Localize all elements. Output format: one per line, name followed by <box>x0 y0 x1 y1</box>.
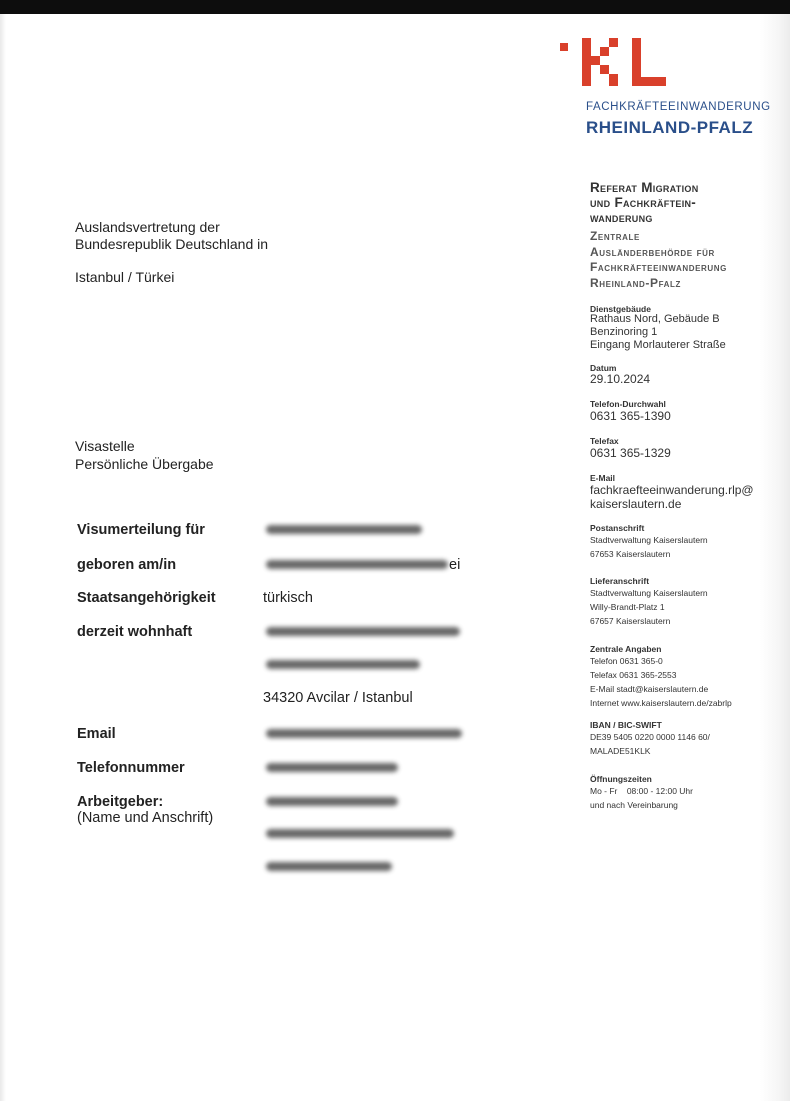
oeffnungszeiten-line: Mo - Fr 08:00 - 12:00 Uhr <box>590 786 693 796</box>
oeffnungszeiten-line: und nach Vereinbarung <box>590 800 678 810</box>
redacted-email <box>266 729 462 738</box>
wohnhaft-label: derzeit wohnhaft <box>77 624 193 640</box>
zentrale-angaben-label: Zentrale Angaben <box>590 644 662 654</box>
email-label: E-Mail <box>590 473 616 483</box>
telefax-value: 0631 365-1329 <box>590 446 671 460</box>
datum-value: 29.10.2024 <box>590 372 651 386</box>
telefon-value: 0631 365-1390 <box>590 409 671 423</box>
redacted-name <box>266 525 422 534</box>
scan-top-border <box>0 0 790 14</box>
recipient-line: Bundesrepublik Deutschland in <box>75 236 269 252</box>
email-line: fachkraefteeinwanderung.rlp@ <box>590 483 754 497</box>
zentrale-line: Ausländerbehörde für <box>590 244 715 259</box>
postanschrift-line: Stadtverwaltung Kaiserslautern <box>590 535 708 545</box>
department-referat <box>590 180 780 225</box>
arbeitgeber-label: Arbeitgeber: <box>77 794 164 810</box>
visum-label: Visumerteilung für <box>77 522 205 538</box>
telefax-label: Telefax <box>590 436 619 446</box>
referat-line: wanderung <box>590 210 653 225</box>
iban-line: DE39 5405 0220 0000 1146 60/ <box>590 732 710 742</box>
zentrale-line: Zentrale <box>590 229 640 243</box>
dienstgebaeude-line: Benzinoring 1 <box>590 326 658 338</box>
iban-line: MALADE51KLK <box>590 746 651 756</box>
zentrale-line: Fachkräfteeinwanderung <box>590 260 727 274</box>
datum-label: Datum <box>590 363 617 373</box>
scan-right-edge <box>760 14 790 1101</box>
zentrale-angaben-line: E-Mail stadt@kaiserslautern.de <box>590 684 709 694</box>
referat-line: und Fachkräftein- <box>590 195 697 210</box>
wohnhaft-city: 34320 Avcilar / Istanbul <box>263 690 413 706</box>
lieferanschrift-label: Lieferanschrift <box>590 576 650 586</box>
redacted-phone <box>266 763 398 772</box>
zentrale-line: Rheinland-Pfalz <box>590 275 681 290</box>
staatsangehoerigkeit-value: türkisch <box>263 590 313 606</box>
zentrale-angaben-line: Internet www.kaiserslautern.de/zabrlp <box>590 698 732 708</box>
postanschrift-label: Postanschrift <box>590 523 645 533</box>
arbeitgeber-sublabel: (Name und Anschrift) <box>77 810 214 826</box>
redacted-address <box>266 660 420 669</box>
iban-label: IBAN / BIC-SWIFT <box>590 720 662 730</box>
telefonnummer-label: Telefonnummer <box>77 760 185 776</box>
redacted-birth <box>266 560 448 569</box>
redacted-address <box>266 627 460 636</box>
geboren-suffix: ei <box>449 557 461 573</box>
dienstgebaeude-line: Rathaus Nord, Gebäude B <box>590 313 720 325</box>
postanschrift-line: 67653 Kaiserslautern <box>590 549 671 559</box>
email-line: kaiserslautern.de <box>590 497 682 511</box>
referat-line: Referat Migration <box>590 180 699 195</box>
zentrale-angaben-line: Telefax 0631 365-2553 <box>590 670 677 680</box>
dienstgebaeude-line: Eingang Morlauterer Straße <box>590 339 726 351</box>
recipient-city: Istanbul / Türkei <box>75 269 175 285</box>
recipient-department: Visastelle <box>75 438 135 454</box>
email-label-form: Email <box>77 726 116 742</box>
oeffnungszeiten-label: Öffnungszeiten <box>590 774 652 784</box>
redacted-employer <box>266 797 398 806</box>
staatsangehoerigkeit-label: Staatsangehörigkeit <box>77 590 216 606</box>
department-zentrale <box>590 229 780 291</box>
redacted-employer <box>266 862 392 871</box>
redacted-employer <box>266 829 454 838</box>
scan-left-shadow <box>0 14 6 1101</box>
zentrale-angaben-line: Telefon 0631 365-0 <box>590 656 663 666</box>
dienstgebaeude-label: Dienstgebäude <box>590 304 651 314</box>
recipient-delivery: Persönliche Übergabe <box>75 456 214 472</box>
telefon-label: Telefon-Durchwahl <box>590 399 666 409</box>
logo-tagline: FACHKRÄFTEEINWANDERUNG <box>586 101 771 113</box>
kl-logo <box>560 38 670 94</box>
lieferanschrift-line: Stadtverwaltung Kaiserslautern <box>590 588 708 598</box>
recipient-line: Auslandsvertretung der <box>75 219 220 235</box>
geboren-label: geboren am/in <box>77 557 177 573</box>
lieferanschrift-line: 67657 Kaiserslautern <box>590 616 671 626</box>
logo-region: RHEINLAND-PFALZ <box>586 118 754 137</box>
lieferanschrift-line: Willy-Brandt-Platz 1 <box>590 602 665 612</box>
